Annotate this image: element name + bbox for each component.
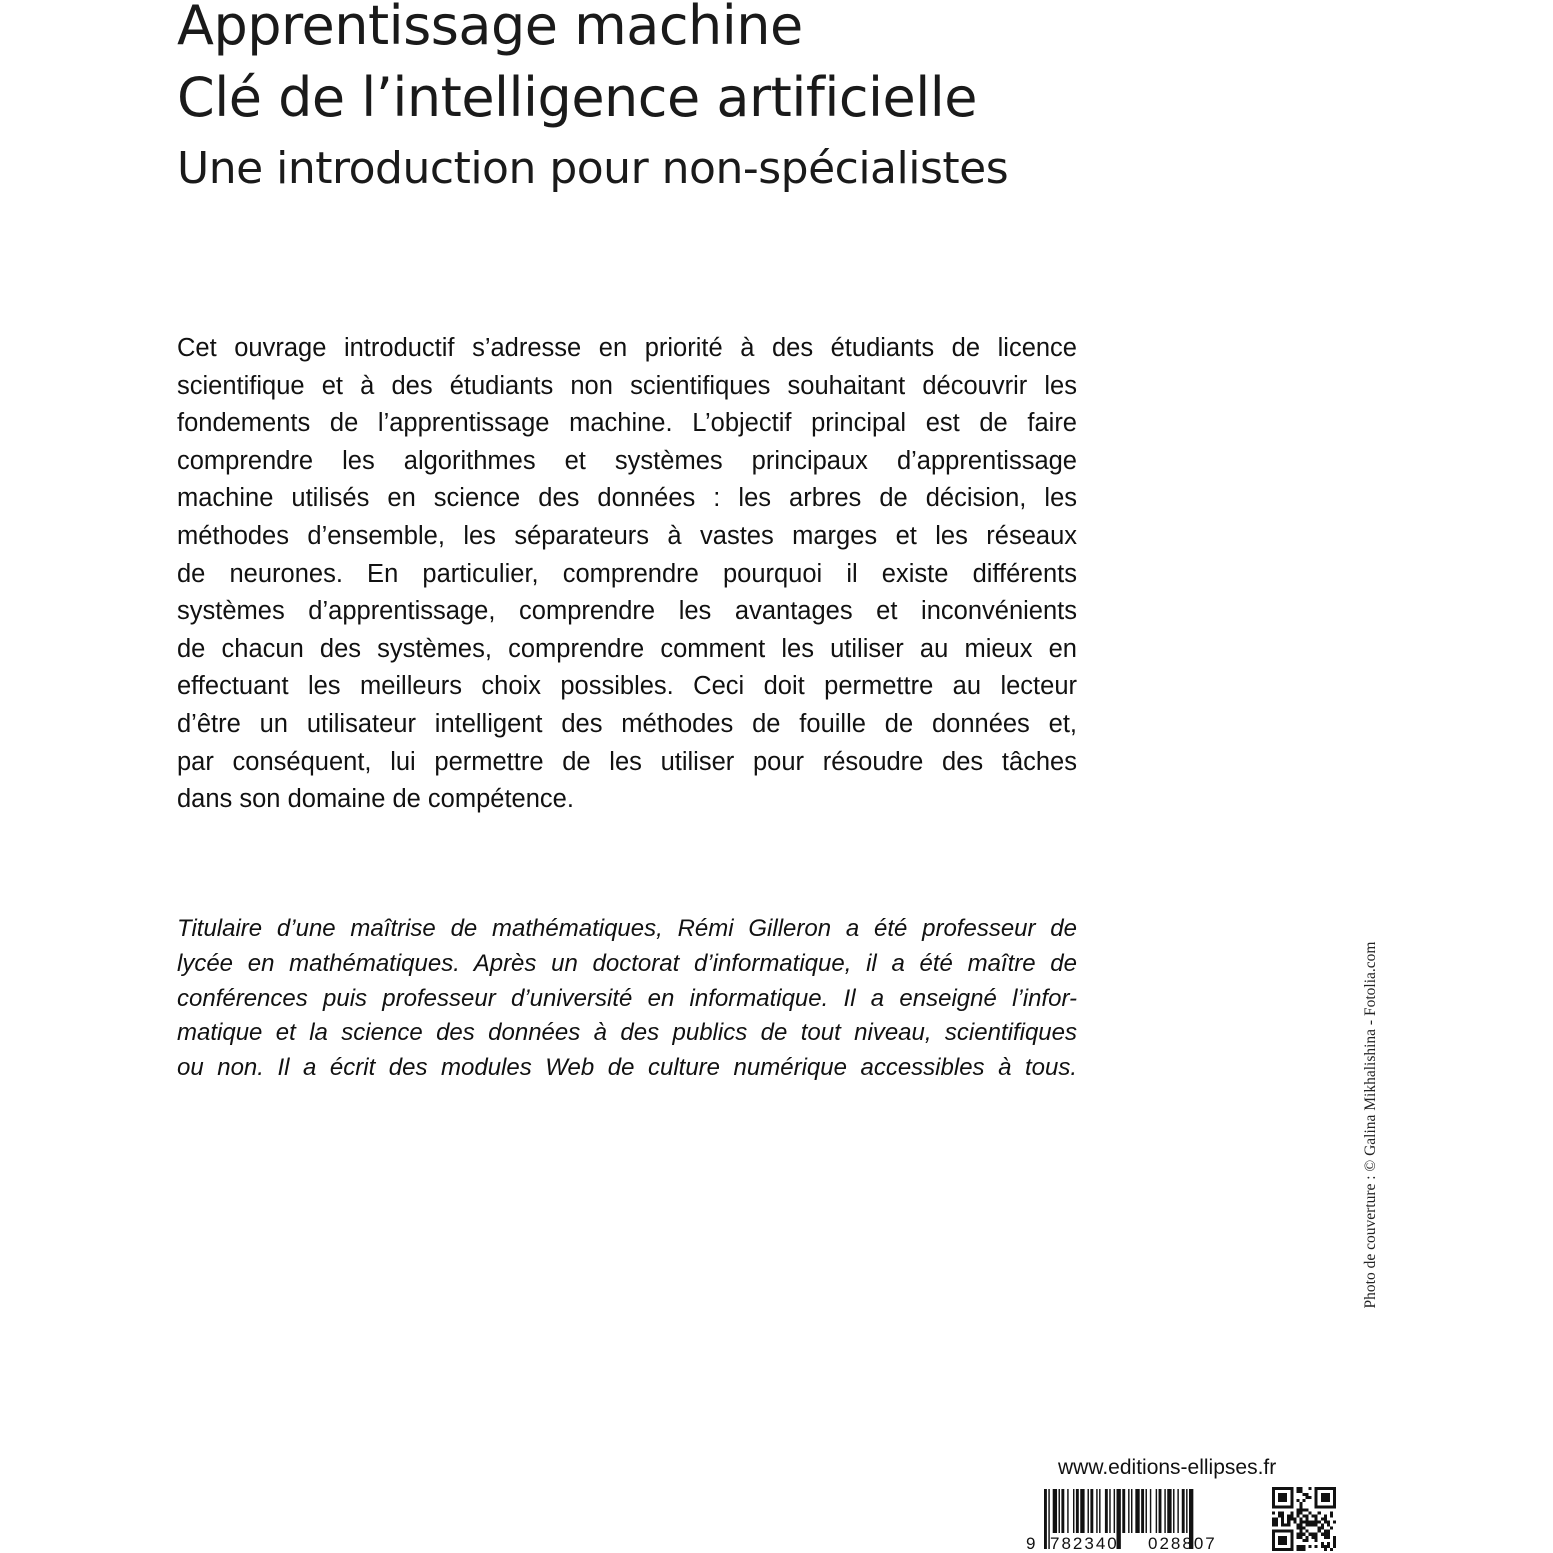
barcode-bar bbox=[1076, 1489, 1079, 1533]
qr-module bbox=[1281, 1536, 1284, 1539]
qr-module bbox=[1299, 1536, 1302, 1539]
barcode-bar bbox=[1096, 1489, 1097, 1533]
qr-module bbox=[1318, 1511, 1321, 1514]
qr-module bbox=[1275, 1487, 1278, 1490]
qr-module bbox=[1275, 1517, 1278, 1520]
qr-module bbox=[1275, 1530, 1278, 1533]
description-line: effectuant les meilleurs choix possibles. Ceci doit permettre au lecteur bbox=[177, 672, 1077, 701]
qr-module bbox=[1324, 1533, 1327, 1536]
qr-module bbox=[1315, 1496, 1318, 1499]
qr-module bbox=[1330, 1505, 1333, 1508]
qr-module bbox=[1293, 1521, 1296, 1524]
qr-module bbox=[1278, 1530, 1281, 1533]
barcode-bar bbox=[1105, 1489, 1108, 1533]
qr-module bbox=[1324, 1517, 1327, 1520]
qr-module bbox=[1321, 1524, 1324, 1527]
qr-module bbox=[1278, 1511, 1281, 1514]
barcode-bar bbox=[1122, 1489, 1125, 1533]
qr-module bbox=[1327, 1533, 1330, 1536]
qr-module bbox=[1278, 1514, 1281, 1517]
qr-module bbox=[1281, 1499, 1284, 1502]
qr-module bbox=[1327, 1530, 1330, 1533]
qr-module bbox=[1272, 1524, 1275, 1527]
qr-module bbox=[1306, 1493, 1309, 1496]
qr-module bbox=[1333, 1542, 1336, 1545]
qr-module bbox=[1290, 1545, 1293, 1548]
qr-module bbox=[1333, 1490, 1336, 1493]
qr-module bbox=[1290, 1493, 1293, 1496]
qr-module bbox=[1281, 1539, 1284, 1542]
qr-module bbox=[1327, 1487, 1330, 1490]
qr-module bbox=[1327, 1536, 1330, 1539]
qr-module bbox=[1315, 1487, 1318, 1490]
qr-module bbox=[1299, 1502, 1302, 1505]
qr-module bbox=[1296, 1527, 1299, 1530]
qr-module bbox=[1306, 1539, 1309, 1542]
qr-module bbox=[1312, 1524, 1315, 1527]
qr-module bbox=[1284, 1548, 1287, 1551]
description-line: de chacun des systèmes, comprendre comment les utiliser au mieux en bbox=[177, 634, 1077, 663]
qr-module bbox=[1278, 1539, 1281, 1542]
barcode-bar bbox=[1053, 1489, 1057, 1533]
qr-module bbox=[1312, 1533, 1315, 1536]
qr-module bbox=[1290, 1542, 1293, 1545]
qr-module bbox=[1278, 1548, 1281, 1551]
qr-module bbox=[1281, 1530, 1284, 1533]
qr-module bbox=[1306, 1514, 1309, 1517]
description-line: de neurones. En particulier, comprendre pourquoi il existe différents bbox=[177, 559, 1077, 588]
qr-module bbox=[1306, 1496, 1309, 1499]
qr-module bbox=[1299, 1527, 1302, 1530]
qr-module bbox=[1315, 1539, 1318, 1542]
barcode-bar bbox=[1177, 1489, 1178, 1533]
qr-module bbox=[1327, 1545, 1330, 1548]
qr-module bbox=[1315, 1505, 1318, 1508]
description-line: méthodes d’ensemble, les séparateurs à vastes marges et les réseaux bbox=[177, 521, 1077, 550]
barcode-bar bbox=[1061, 1489, 1064, 1533]
qr-module bbox=[1281, 1524, 1284, 1527]
qr-module bbox=[1315, 1536, 1318, 1539]
qr-module bbox=[1327, 1496, 1330, 1499]
bio-line: Titulaire d’une maîtrise de mathématiques, Rémi Gilleron a été professeur de bbox=[177, 915, 1077, 942]
qr-module bbox=[1272, 1521, 1275, 1524]
qr-module bbox=[1290, 1511, 1293, 1514]
qr-module bbox=[1302, 1527, 1305, 1530]
qr-module bbox=[1275, 1505, 1278, 1508]
qr-module bbox=[1272, 1502, 1275, 1505]
qr-module bbox=[1333, 1487, 1336, 1490]
qr-module bbox=[1309, 1521, 1312, 1524]
qr-module bbox=[1299, 1517, 1302, 1520]
qr-module bbox=[1272, 1505, 1275, 1508]
qr-module bbox=[1318, 1505, 1321, 1508]
barcode-bar bbox=[1088, 1489, 1089, 1533]
qr-module bbox=[1290, 1505, 1293, 1508]
qr-module bbox=[1281, 1505, 1284, 1508]
qr-module bbox=[1333, 1536, 1336, 1539]
barcode-bar bbox=[1141, 1489, 1144, 1533]
book-subtitle: Une introduction pour non-spécialistes bbox=[177, 143, 1009, 194]
qr-module bbox=[1302, 1493, 1305, 1496]
qr-module bbox=[1302, 1545, 1305, 1548]
qr-module bbox=[1333, 1521, 1336, 1524]
qr-module bbox=[1281, 1521, 1284, 1524]
qr-module bbox=[1296, 1487, 1299, 1490]
qr-module bbox=[1315, 1514, 1318, 1517]
qr-module bbox=[1315, 1493, 1318, 1496]
qr-module bbox=[1278, 1499, 1281, 1502]
bio-line: ou non. Il a écrit des modules Web de culture numérique accessibles à tous. bbox=[177, 1054, 1077, 1082]
qr-module bbox=[1309, 1487, 1312, 1490]
qr-module bbox=[1281, 1542, 1284, 1545]
description-line: d’être un utilisateur intelligent des méthodes de fouille de données et, bbox=[177, 709, 1077, 738]
qr-module bbox=[1327, 1499, 1330, 1502]
qr-module bbox=[1299, 1524, 1302, 1527]
qr-module bbox=[1290, 1530, 1293, 1533]
qr-module bbox=[1306, 1508, 1309, 1511]
qr-module bbox=[1315, 1490, 1318, 1493]
qr-module bbox=[1281, 1548, 1284, 1551]
qr-module bbox=[1321, 1493, 1324, 1496]
qr-module bbox=[1330, 1487, 1333, 1490]
barcode-bar bbox=[1067, 1489, 1068, 1533]
qr-module bbox=[1324, 1493, 1327, 1496]
qr-module bbox=[1290, 1490, 1293, 1493]
qr-module bbox=[1302, 1514, 1305, 1517]
qr-module bbox=[1318, 1521, 1321, 1524]
qr-module bbox=[1309, 1496, 1312, 1499]
qr-module bbox=[1272, 1487, 1275, 1490]
qr-module bbox=[1302, 1539, 1305, 1542]
qr-module bbox=[1327, 1524, 1330, 1527]
qr-module bbox=[1306, 1521, 1309, 1524]
qr-module bbox=[1330, 1514, 1333, 1517]
barcode-bar bbox=[1099, 1489, 1100, 1533]
qr-module bbox=[1287, 1548, 1290, 1551]
qr-module bbox=[1318, 1527, 1321, 1530]
book-description bbox=[177, 330, 1077, 819]
barcode-bar bbox=[1173, 1489, 1174, 1533]
qr-module bbox=[1333, 1505, 1336, 1508]
bio-line: matique et la science des données à des publics de tout niveau, scientifiques bbox=[177, 1019, 1077, 1047]
qr-module bbox=[1333, 1493, 1336, 1496]
qr-module bbox=[1302, 1521, 1305, 1524]
qr-module bbox=[1312, 1536, 1315, 1539]
qr-module bbox=[1333, 1499, 1336, 1502]
qr-module bbox=[1281, 1514, 1284, 1517]
qr-module bbox=[1321, 1533, 1324, 1536]
qr-module bbox=[1333, 1545, 1336, 1548]
qr-module bbox=[1318, 1530, 1321, 1533]
qr-module bbox=[1275, 1548, 1278, 1551]
qr-module bbox=[1333, 1502, 1336, 1505]
qr-module bbox=[1324, 1514, 1327, 1517]
qr-module bbox=[1290, 1499, 1293, 1502]
qr-module bbox=[1290, 1487, 1293, 1490]
qr-module bbox=[1287, 1487, 1290, 1490]
bio-line: conférences puis professeur d’université en informatique. Il a enseigné l’infor- bbox=[177, 984, 1077, 1012]
qr-module bbox=[1312, 1521, 1315, 1524]
qr-module bbox=[1287, 1521, 1290, 1524]
qr-module bbox=[1324, 1521, 1327, 1524]
description-line: scientifique et à des étudiants non scientifiques souhaitant découvrir les bbox=[177, 371, 1077, 400]
qr-module bbox=[1296, 1490, 1299, 1493]
barcode-bar bbox=[1059, 1489, 1060, 1533]
qr-module bbox=[1296, 1536, 1299, 1539]
qr-module bbox=[1321, 1517, 1324, 1520]
qr-module bbox=[1296, 1499, 1299, 1502]
qr-module bbox=[1302, 1548, 1305, 1551]
qr-module bbox=[1278, 1487, 1281, 1490]
qr-module bbox=[1299, 1545, 1302, 1548]
qr-module bbox=[1287, 1517, 1290, 1520]
barcode-bar bbox=[1164, 1489, 1165, 1533]
qr-module bbox=[1287, 1524, 1290, 1527]
qr-module bbox=[1306, 1524, 1309, 1527]
qr-module bbox=[1278, 1536, 1281, 1539]
barcode-bar bbox=[1131, 1489, 1132, 1533]
qr-module bbox=[1281, 1496, 1284, 1499]
qr-module bbox=[1327, 1542, 1330, 1545]
qr-module bbox=[1324, 1545, 1327, 1548]
qr-module bbox=[1302, 1499, 1305, 1502]
qr-module bbox=[1299, 1548, 1302, 1551]
description-line: Cet ouvrage introductif s’adresse en priorité à des étudiants de licence bbox=[177, 334, 1077, 362]
qr-module bbox=[1293, 1517, 1296, 1520]
qr-module bbox=[1302, 1508, 1305, 1511]
qr-module bbox=[1290, 1517, 1293, 1520]
qr-module bbox=[1330, 1548, 1333, 1551]
barcode-bar bbox=[1114, 1489, 1115, 1533]
qr-module bbox=[1272, 1539, 1275, 1542]
barcode-bar bbox=[1167, 1489, 1171, 1533]
qr-module bbox=[1312, 1514, 1315, 1517]
barcode-bar bbox=[1073, 1489, 1074, 1533]
qr-module bbox=[1299, 1521, 1302, 1524]
qr-module bbox=[1296, 1524, 1299, 1527]
qr-module bbox=[1299, 1505, 1302, 1508]
qr-module bbox=[1275, 1524, 1278, 1527]
barcode-right-digits: 028807 bbox=[1148, 1534, 1217, 1553]
qr-module bbox=[1278, 1493, 1281, 1496]
qr-module bbox=[1324, 1499, 1327, 1502]
qr-module bbox=[1272, 1536, 1275, 1539]
barcode-bar bbox=[1109, 1489, 1110, 1533]
author-bio bbox=[177, 912, 1077, 1086]
qr-module bbox=[1284, 1499, 1287, 1502]
qr-module bbox=[1272, 1533, 1275, 1536]
barcode-left-digits: 782340 bbox=[1050, 1534, 1119, 1553]
qr-module bbox=[1272, 1517, 1275, 1520]
qr-module bbox=[1321, 1527, 1324, 1530]
qr-module bbox=[1309, 1511, 1312, 1514]
barcode-bar bbox=[1135, 1489, 1139, 1533]
description-line: par conséquent, lui permettre de les utiliser pour résoudre des tâches bbox=[177, 747, 1077, 776]
qr-module bbox=[1321, 1496, 1324, 1499]
barcode-bar bbox=[1090, 1489, 1093, 1533]
qr-module bbox=[1284, 1524, 1287, 1527]
book-title-line-2: Clé de l’intelligence artificielle bbox=[177, 66, 977, 129]
qr-module bbox=[1315, 1524, 1318, 1527]
qr-module bbox=[1330, 1527, 1333, 1530]
qr-module bbox=[1272, 1548, 1275, 1551]
qr-module bbox=[1299, 1530, 1302, 1533]
qr-module bbox=[1333, 1496, 1336, 1499]
qr-module bbox=[1284, 1493, 1287, 1496]
qr-module bbox=[1327, 1521, 1330, 1524]
description-line: systèmes d’apprentissage, comprendre les avantages et inconvénients bbox=[177, 597, 1077, 626]
qr-module bbox=[1309, 1533, 1312, 1536]
bio-line: lycée en mathématiques. Après un doctorat d’informatique, il a été maître de bbox=[177, 949, 1077, 977]
barcode-bar bbox=[1128, 1489, 1129, 1533]
qr-module bbox=[1299, 1487, 1302, 1490]
qr-module bbox=[1324, 1505, 1327, 1508]
qr-module bbox=[1321, 1505, 1324, 1508]
qr-module bbox=[1327, 1493, 1330, 1496]
qr-module bbox=[1290, 1548, 1293, 1551]
qr-module bbox=[1281, 1511, 1284, 1514]
barcode-bar bbox=[1044, 1489, 1047, 1549]
qr-module bbox=[1272, 1530, 1275, 1533]
qr-module bbox=[1290, 1514, 1293, 1517]
barcode-icon bbox=[1020, 1485, 1250, 1553]
qr-module bbox=[1281, 1493, 1284, 1496]
qr-module bbox=[1272, 1511, 1275, 1514]
qr-module bbox=[1296, 1545, 1299, 1548]
qr-module bbox=[1272, 1490, 1275, 1493]
qr-module bbox=[1296, 1514, 1299, 1517]
barcode-bar bbox=[1080, 1489, 1084, 1533]
qr-module bbox=[1290, 1502, 1293, 1505]
description-line: comprendre les algorithmes et systèmes principaux d’apprentissage bbox=[177, 446, 1077, 475]
qr-module bbox=[1281, 1487, 1284, 1490]
barcode-bar bbox=[1182, 1489, 1185, 1533]
qr-module bbox=[1315, 1545, 1318, 1548]
qr-module bbox=[1299, 1508, 1302, 1511]
qr-module bbox=[1315, 1521, 1318, 1524]
qr-code-icon bbox=[1272, 1487, 1336, 1551]
qr-module bbox=[1284, 1539, 1287, 1542]
barcode-first-digit: 9 bbox=[1026, 1534, 1036, 1553]
barcode-bar bbox=[1159, 1489, 1162, 1533]
qr-module bbox=[1290, 1539, 1293, 1542]
qr-module bbox=[1275, 1521, 1278, 1524]
qr-module bbox=[1284, 1496, 1287, 1499]
description-line: dans son domaine de compétence. bbox=[177, 785, 574, 814]
qr-module bbox=[1272, 1545, 1275, 1548]
qr-module bbox=[1299, 1490, 1302, 1493]
qr-module bbox=[1299, 1511, 1302, 1514]
barcode-bar bbox=[1146, 1489, 1147, 1533]
barcode-bar bbox=[1150, 1489, 1151, 1533]
qr-module bbox=[1333, 1539, 1336, 1542]
qr-module bbox=[1315, 1533, 1318, 1536]
qr-module bbox=[1309, 1524, 1312, 1527]
qr-module bbox=[1272, 1493, 1275, 1496]
qr-module bbox=[1324, 1487, 1327, 1490]
qr-module bbox=[1296, 1508, 1299, 1511]
book-title-line-1: Apprentissage machine bbox=[177, 0, 803, 57]
qr-module bbox=[1287, 1505, 1290, 1508]
qr-module bbox=[1284, 1542, 1287, 1545]
qr-module bbox=[1327, 1505, 1330, 1508]
isbn-barcode bbox=[1020, 1485, 1250, 1553]
qr-module bbox=[1284, 1530, 1287, 1533]
qr-module bbox=[1315, 1499, 1318, 1502]
qr-module bbox=[1278, 1496, 1281, 1499]
qr-module bbox=[1272, 1499, 1275, 1502]
qr-module bbox=[1324, 1496, 1327, 1499]
qr-module bbox=[1284, 1505, 1287, 1508]
qr-module bbox=[1318, 1487, 1321, 1490]
qr-module bbox=[1284, 1536, 1287, 1539]
qr-module bbox=[1296, 1548, 1299, 1551]
qr-module bbox=[1306, 1536, 1309, 1539]
qr-module bbox=[1324, 1548, 1327, 1551]
qr-module bbox=[1287, 1514, 1290, 1517]
qr-module bbox=[1296, 1533, 1299, 1536]
qr-module bbox=[1306, 1517, 1309, 1520]
qr-module bbox=[1272, 1496, 1275, 1499]
qr-module bbox=[1324, 1536, 1327, 1539]
qr-module bbox=[1272, 1542, 1275, 1545]
qr-module bbox=[1278, 1505, 1281, 1508]
qr-module bbox=[1296, 1511, 1299, 1514]
qr-module bbox=[1315, 1502, 1318, 1505]
qr-module bbox=[1330, 1511, 1333, 1514]
qr-module bbox=[1290, 1496, 1293, 1499]
qr-module bbox=[1309, 1545, 1312, 1548]
publisher-website: www.editions-ellipses.fr bbox=[1058, 1456, 1277, 1479]
qr-module bbox=[1321, 1542, 1324, 1545]
barcode-bar bbox=[1186, 1489, 1187, 1533]
qr-module bbox=[1287, 1530, 1290, 1533]
qr-module bbox=[1321, 1487, 1324, 1490]
qr-module bbox=[1299, 1533, 1302, 1536]
description-line: fondements de l’apprentissage machine. L’objectif principal est de faire bbox=[177, 409, 1077, 438]
qr-module bbox=[1321, 1545, 1324, 1548]
barcode-bar bbox=[1156, 1489, 1157, 1533]
qr-module bbox=[1324, 1530, 1327, 1533]
qr-module bbox=[1290, 1533, 1293, 1536]
qr-module bbox=[1281, 1517, 1284, 1520]
qr-module bbox=[1315, 1517, 1318, 1520]
qr-module bbox=[1290, 1536, 1293, 1539]
description-line: machine utilisés en science des données : les arbres de décision, les bbox=[177, 484, 1077, 513]
qr-module bbox=[1302, 1533, 1305, 1536]
qr-module bbox=[1321, 1499, 1324, 1502]
photo-credit: Photo de couverture : © Galina Mikhalishina - Fotolia.com bbox=[1362, 941, 1379, 1309]
qr-module bbox=[1284, 1487, 1287, 1490]
qr-module bbox=[1278, 1542, 1281, 1545]
qr-module bbox=[1306, 1530, 1309, 1533]
